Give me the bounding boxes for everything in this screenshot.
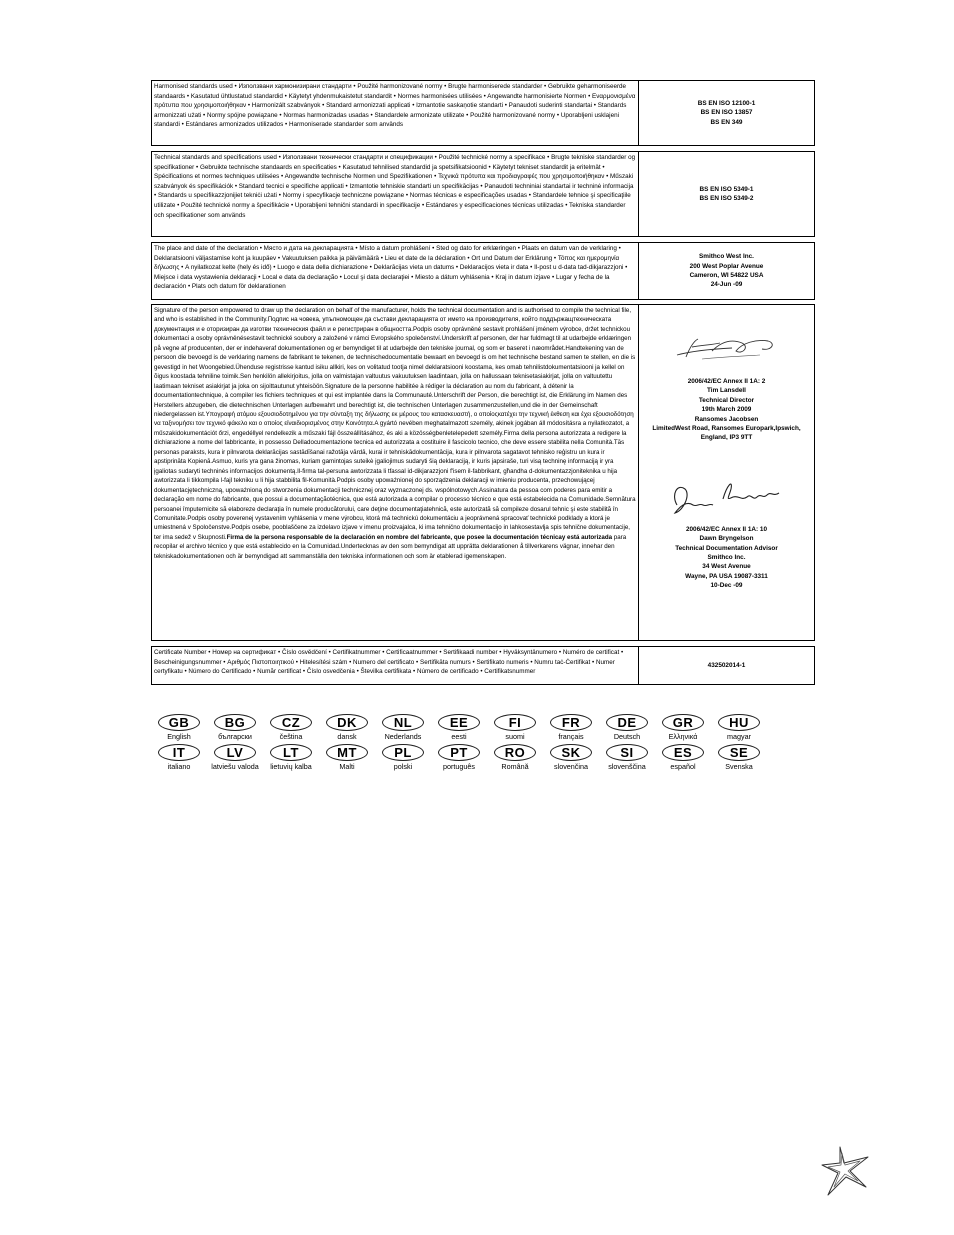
language-name: español: [670, 762, 696, 772]
signer2-title: Technical Documentation Advisor: [675, 544, 778, 552]
language-sk: [543, 744, 599, 770]
language-lt: [263, 744, 319, 770]
signature-row: [151, 304, 815, 641]
company-name: Smithco West Inc.: [699, 253, 754, 261]
language-pt: [431, 744, 487, 770]
language-se: [711, 744, 767, 770]
country-code-badge: LV: [214, 744, 256, 761]
language-es: [655, 744, 711, 770]
country-code-badge: RO: [494, 744, 536, 761]
country-code-badge: LT: [270, 744, 312, 761]
country-code-badge: NL: [382, 714, 424, 731]
language-name: Română: [501, 762, 529, 772]
country-code-badge: PL: [382, 744, 424, 761]
language-mt: [319, 744, 375, 770]
company-street: 200 West Poplar Avenue: [689, 262, 764, 270]
company-city: Cameron, WI 54822 USA: [689, 272, 764, 279]
language-hu: [711, 714, 767, 740]
language-name: polski: [393, 762, 413, 772]
signature-text-bold: Firma de la persona responsable de la declaración en nombre del fabricante, que posee la documentación técnicay está autorizada: [226, 533, 613, 541]
standard-value: BS EN ISO 13857: [700, 109, 753, 117]
place-date-values: [639, 243, 814, 299]
country-code-badge: GR: [662, 714, 704, 731]
standard-value: BS EN ISO 12100-1: [697, 99, 756, 107]
signature-label: [152, 305, 639, 640]
language-gb: [151, 714, 207, 740]
signer1-address: LimitedWest Road, Ransomes Europark,Ipswich,: [652, 425, 801, 433]
signer2-street: 34 West Avenue: [702, 563, 751, 571]
signer2-annex: 2006/42/EC Annex II 1A: 10: [685, 525, 768, 533]
country-code-badge: DE: [606, 714, 648, 731]
language-si: [599, 744, 655, 770]
language-name: suomi: [505, 732, 525, 741]
language-it: [151, 744, 207, 770]
country-code-badge: FR: [550, 714, 592, 731]
language-name: English: [167, 732, 191, 741]
language-name: Deutsch: [613, 732, 641, 741]
language-name: italiano: [167, 762, 191, 772]
certificate-number: 432502014-1: [707, 661, 746, 669]
country-code-badge: HU: [718, 714, 760, 731]
country-code-badge: MT: [326, 744, 368, 761]
signature-tim-lansdell: [672, 333, 782, 363]
language-row-2: [151, 744, 763, 770]
place-date-row: [151, 242, 815, 300]
language-de: [599, 714, 655, 740]
signer2-company: Smithco Inc.: [707, 554, 746, 562]
harmonised-standards-values: [639, 81, 814, 145]
signer2-city: Wayne, PA USA 19087-3311: [685, 572, 768, 580]
language-name: Malti: [339, 762, 355, 772]
signer1-country: England, IP3 9TT: [700, 434, 753, 442]
country-code-badge: EE: [438, 714, 480, 731]
language-fr: [543, 714, 599, 740]
signature-text-tail: para recopilar el archivo técnico y que está establecido en la Comunidad.Undertecknas av den som bemyndigat att upprätta deklarationen å tillverkarens vägnar, innehar den tekniskadokumentationen och är bemyndigad att sammanställa den tekniska informationen och som är etablerad igemenskapen.: [154, 533, 627, 560]
harmonised-standards-label: Harmonised standards used • Използвани хармонизирани стандарти • Použité harmonizované normy • Brugte harmoniserede standarder • Gebruikte geharmoniseerde standaards • Kasutatud ühtlustatud standardid • Käytetyt yhdenmukaistetut standardit • Normes harmonisées utilisées • Angewandte harmonisierte Normen • Εναρμονισμένα πρότυπα που χρησιμοποιήθηκαν • Harmonizált szabványok • Standard armonizzati applicati • Izmantotie saskaņotie standarti • Panaudoti suderinti standartai • Standards armonizzati użati • Normy spójne powiązane • Normas harmonizadas usadas • Standardele armonizate utilizate • Použité harmonizované normy • Uporabljeni usklajeni standardi • Estándares armonizados utilizados • Harmoniserade standarder som används: [152, 81, 639, 145]
language-name: slovenščina: [608, 762, 646, 772]
language-name: lietuvių kalba: [270, 762, 312, 772]
country-code-badge: PT: [438, 744, 480, 761]
language-fi: [487, 714, 543, 740]
country-code-badge: FI: [494, 714, 536, 731]
language-row-1: [151, 714, 763, 740]
language-cz: [263, 714, 319, 740]
language-name: Ελληνικά: [668, 732, 698, 741]
language-ee: [431, 714, 487, 740]
language-pl: [375, 744, 431, 770]
certificate-values: [639, 647, 814, 684]
signer1-company: Ransomes Jacobsen: [694, 415, 759, 423]
country-code-badge: CZ: [270, 714, 312, 731]
star-logo-icon: [820, 1143, 874, 1199]
language-name: latviešu valoda: [211, 762, 259, 772]
language-nl: [375, 714, 431, 740]
language-name: Nederlands: [384, 732, 422, 741]
signature-text: Signature of the person empowered to draw up the declaration on behalf of the manufacturer, holds the technical documentation and is authorised to compile the technical file, and who is established in the Community.Подпис на човека, упълномощен да състави декларацията от името на производителя, който поддържащтехническата документация и е оторизиран да изготви техническия файл и е регистриран в общността.Podpis osoby oprávněné sestavit prohlášení jménem výrobce, držet technickou dokumentaci a osoby oprávněnésestavit technické soubory a založené v rámci Evropského společenství.Underskrift af personen, der har fuldmagt til at udarbejde erklæringen på vegne af producenten, der er indehaveraf dokumentationen og er bemyndiget til at udarbejde den tekniske journal, og som er baseret i næområdet.Handtekening van de persoon die bevoegd is de verklaring namens de fabrikant te tekenen, de technischedocumentatie bewaart en bevoegd is om het technische bestand samen te stellen, en die is gevestigd in het Woongebied.Ühenduse registrisse kantud isiku allkiri, kes on volitatud tootja nimel deklaratsiooni koostama, kes omab tehnilistdokumentatsiooni ja kellel on õigus koostada tehniline toimik.Sen henkilön allekirjoitus, jolla on valmistajan valtuutus vakuutuksen laadintaan, jolla on hallussaan teknisetasiakirjat, jolla on valtuutettu laatimaan tekniset asiakirjat ja joka on sijoittautunut yhteisöön.Signature de la personne habilitée à rédiger la déclaration au nom du fabricant, à détenir la documentationtechnique, à compiler les fichiers techniques et qui est implantée dans la Communauté.Unterschrift der Person, die berechtigt ist, die Erklärung im Namen des Herstellers abzugeben, die dietechnischen Unterlagen aufbewahrt und berechtigt ist, die technischen Unterlagen zusammenzustellen,und die in der Gemeinschaft niedergelassen ist.Υπογραφή ατόμου εξουσιοδοτημένου για την σύνταξη της δήλωσης εκ μέρους του κατασκευαστή, ο οποίοςκατέχει την τεχνική έκθεση και έχει εξουσιοδότηση να ταξινομήσει τον τεχνικό φάκελο και ο οποίος είναιδιορισμένος στην Κοινότητα.A gyártó nevében meghatalmazott személy, akinek jogában áll módosításra a nyilatkozatot, a műszakidokumentációt őrzi, engedéllyel rendelkezik a műszaki fájl összeállításához, és aki a közösségbenletelepedett személy.Firma della persona autorizzata a redigere la dichiarazione a nome del fabbricante, in possesso Delladocumentazione tecnica ed autorizzata a costituire il fascicolo tecnico, che deve essere stabilita nella Comunità.Tās personas paraksts, kura ir pilnvarota deklarācijas sastādīšanai ražotāja vārdā, kurai ir tehniskādokumentācija, kura ir pilnvarota sagatavot tehnisko reģistru un kura ir apstiprināta Kopienā.Asmuo, kuris yra gana žinomas, kuriam gamintojas suteikė įgaliojimus sudaryti šią deklaraciją, ir kuris įapsiraše, turi visą techninę informaciją ir yra įgaliotas sudaryti techninės informacijos dokumentą.Il-firma tal-persuna awtorizzata li tfassal id-dikjarazzjoni f'isem il-fabbrikant, għandha d-dokumentazzjoniteknika u hija awtorizzata li tikkompila l-fajl tekniku u li hija stabbilita fil-Komunità.Podpis osoby upoważnionej do sporządzenia deklaracji w imieniu producenta, przechowującej dokumentacjętechniczną, upoważnioną do stworzenia dokumentacji technicznej oraz wyznaczonej ds. wspólnotowych.Assinatura da pessoa com poderes para emitir a declaração em nome do fabricante, que possui a documentaçãotécnica, que está autorizada a compilar o processo técnico e que está estabelecida na Comunidade.Semnătura persoanei împuternicite să elaboreze declaraţia în numele producătorului, care deţine documentaţiatehnică, este autorizată să compileze dosarul tehnic şi este stabilită în Comunitate.Podpis osoby poverenej vystavením vyhlásenia v mene výrobcu, ktorá má technickú dokumentáciu a jeoprávnená spracovať technické podklady a ktorá je umiestnená v Spoločenstve.Podpis osebe, pooblaščene za izdelavo izjave v imenu proizvajalca, ki ima tehnično dokumentacijo in lahkosestavlja spis tehnične dokumentacije, ter ima sedež v Skupnosti.: [154, 307, 636, 541]
signer2-name: Dawn Bryngelson: [699, 535, 754, 543]
technical-standards-label: Technical standards and specifications used • Използвани технически стандарти и спецификации • Použité technické normy a specifikace • Brugte tekniske standarder og specifikationer • Gebruikte technische standaards en specificaties • Kasutatud tehnilised standardid ja spetsifikatsioonid • Käytetyt tekniset standardit ja eritelmät • Spécifications et normes techniques utilisées • Angewandte technische Normen und Spezifikationen • Τεχνικά πρότυπα και προδιαγραφές που χρησιμοποιήθηκαν • Műszaki szabványok és specifikációk • Standard tecnici e specifiche applicati • Izmantotie tehniskie standarti un specifikācijas • Panaudoti techniniai standartai ir techninė informacija • Standards u specifikazzjonijiet tekniċi użati • Normy i specyfikacje techniczne powiązane • Normas técnicas e especificações usadas • Standardele tehnice şi specificaţiile utilizate • Použité technické normy a špecifikácie • Uporabljeni tehnični standardi in specifikacije • Estándares y especificaciones técnicas utilizadas • Tekniska standarder och specifikationer som används: [152, 152, 639, 236]
standard-value: BS EN 349: [710, 118, 743, 126]
country-code-badge: SE: [718, 744, 760, 761]
country-code-badge: SK: [550, 744, 592, 761]
signer1-title: Technical Director: [698, 396, 755, 404]
country-code-badge: SI: [606, 744, 648, 761]
certificate-row: [151, 646, 815, 685]
certificate-label: Certificate Number • Номер на сертификат • Číslo osvědčení • Certifikatnummer • Certificaatnummer • Sertifikaadi number • Hyväksyntänumero • Numéro de certificat • Bescheinigungsnummer • Αριθμός Πιστοποιητικού • Hitelesítési szám • Numero del certificato • Sertifikāta numurs • Sertifikato numeris • Numru taċ-Ċertifikat • Numer certyfikatu • Número do Certificado • Număr certificat • Číslo osvedčenia • Številka certifikata • Número de certificado • Certifikatsnummer: [152, 647, 639, 684]
place-date-label: The place and date of the declaration • Място и дата на декларацията • Místo a datum prohlášení • Sted og dato for erklæringen • Plaats en datum van de verklaring • Deklaratsiooni väljastamise koht ja kuupäev • Vakuutuksen paikka ja päivämäärä • Lieu et date de la déclaration • Ort und Datum der Erklärung • Τόπος και ημερομηνία δήλωσης • A nyilatkozat kelte (hely és idő) • Luogo e data della dichiarazione • Deklarācijas vieta un datums • Deklaracijos vieta ir data • Il-post u d-data tad-dikjarazzjoni • Miejsce i data wystawienia deklaracji • Local e data da declaração • Locul şi data declaraţiei • Miesto a dátum vyhlásenia • Kraj in datum izjave • Lugar y fecha de la declaración • Plats och datum för deklarationen: [152, 243, 639, 299]
language-bg: [207, 714, 263, 740]
country-code-badge: BG: [214, 714, 256, 731]
harmonised-standards-row: [151, 80, 815, 146]
standard-value: BS EN ISO 5349-2: [699, 195, 754, 202]
country-code-badge: GB: [158, 714, 200, 731]
signer2-date: 10-Dec -09: [710, 582, 743, 590]
language-badges: [151, 714, 763, 771]
country-code-badge: IT: [158, 744, 200, 761]
language-name: eesti: [451, 732, 467, 741]
country-code-badge: DK: [326, 714, 368, 731]
language-ro: [487, 744, 543, 770]
language-name: magyar: [727, 732, 751, 741]
signer1-annex: 2006/42/EC Annex II 1A: 2: [687, 378, 766, 385]
standard-value: BS EN ISO 5349-1: [699, 185, 754, 193]
signer1-name: Tim Lansdell: [707, 387, 746, 395]
language-name: български: [218, 732, 252, 741]
signature-dawn-bryngelson: [667, 475, 787, 519]
technical-standards-row: [151, 151, 815, 237]
signer1-date: 19th March 2009: [701, 406, 752, 414]
language-lv: [207, 744, 263, 770]
language-name: čeština: [279, 732, 303, 741]
language-name: Svenska: [725, 762, 753, 772]
signature-values: [639, 305, 814, 640]
language-name: português: [443, 762, 475, 772]
language-dk: [319, 714, 375, 740]
country-code-badge: ES: [662, 744, 704, 761]
language-name: dansk: [337, 732, 357, 741]
language-gr: [655, 714, 711, 740]
language-name: slovenčina: [554, 762, 588, 772]
language-name: français: [558, 732, 584, 741]
technical-standards-values: [639, 152, 814, 236]
declaration-date: 24-Jun -09: [710, 281, 743, 289]
